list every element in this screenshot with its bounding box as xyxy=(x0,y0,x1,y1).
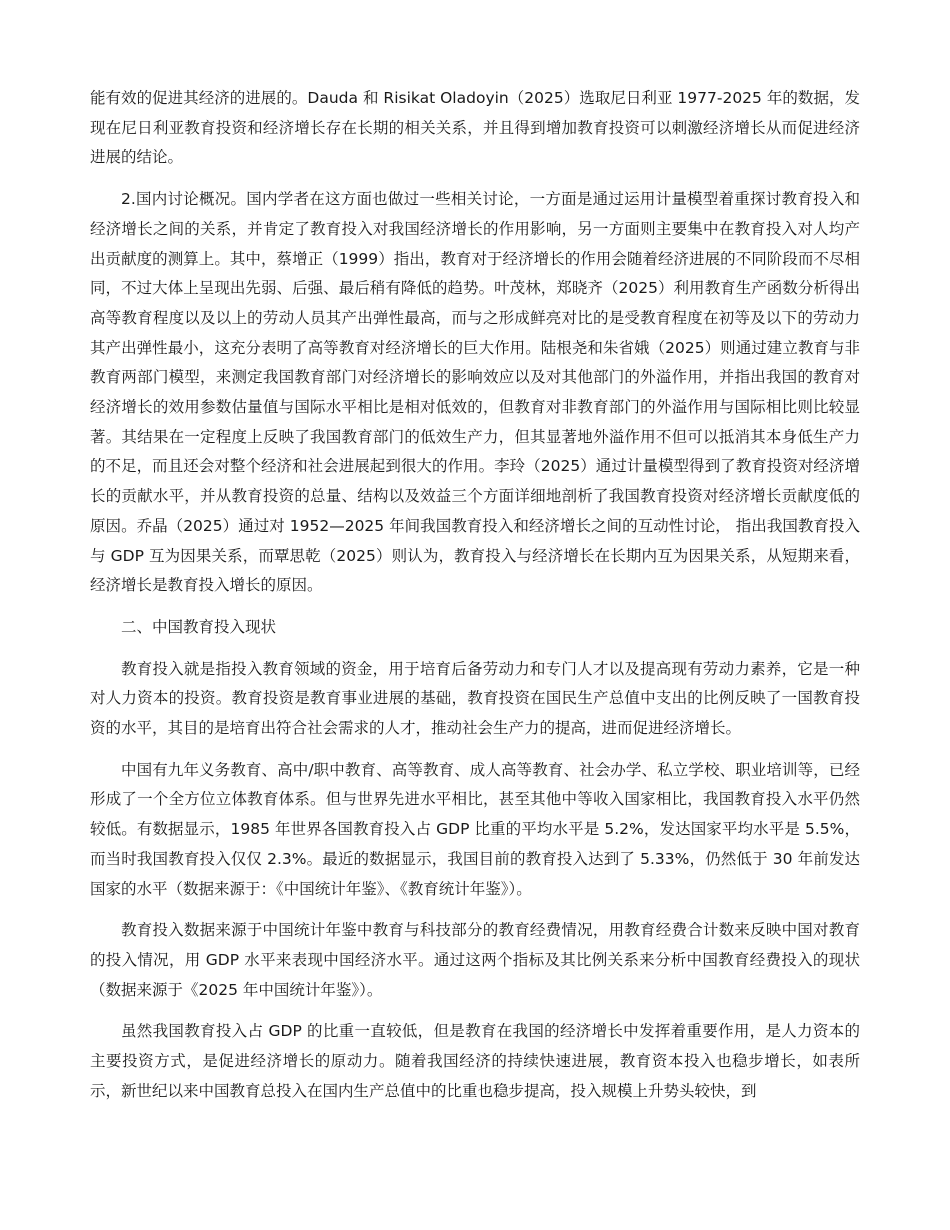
paragraph-data-source: 教育投入数据来源于中国统计年鉴中教育与科技部分的教育经费情况，用教育经费合计数来反映中国对教育的投入情况，用 GDP 水平来表现中国经济水平。通过这两个指标及其比例关系来分析中国教育经费投入的现状（数据来源于《2025 年中国统计年鉴》）。 xyxy=(90,921,860,999)
paragraph-continuation: 能有效的促进其经济的进展的。Dauda 和 Risikat Oladoyin（2025）选取尼日利亚 1977-2025 年的数据，发现在尼日利亚教育投资和经济增长存在长期的相关关系，并且得到增加教育投资可以刺激经济增长从而促进经济进展的结论。 xyxy=(90,89,860,167)
paragraph-education-system: 中国有九年义务教育、高中/职中教育、高等教育、成人高等教育、社会办学、私立学校、职业培训等，已经形成了一个全方位立体教育体系。但与世界先进水平相比，甚至其他中等收入国家相比，我国教育投入水平仍然较低。有数据显示，1985 年世界各国教育投入占 GDP 比重的平均水平是 5.2%，发达国家平均水平是 5.5%，而当时我国教育投入仅仅 2.3%。最近的数据显示，我国目前的教育投入达到了 5.33%，仍然低于 30 年前发达国家的水平（数据来源于：《中国统计年鉴》、《教育统计年鉴》）。 xyxy=(90,760,860,898)
paragraph-gdp-ratio: 虽然我国教育投入占 GDP 的比重一直较低，但是教育在我国的经济增长中发挥着重要作用，是人力资本的主要投资方式，是促进经济增长的原动力。随着我国经济的持续快速进展，教育资本投入也稳步增长，如表所示，新世纪以来中国教育总投入在国内生产总值中的比重也稳步提高，投入规模上升势头较快，到 xyxy=(90,1022,860,1100)
paragraph-education-investment-definition: 教育投入就是指投入教育领域的资金，用于培育后备劳动力和专门人才以及提高现有劳动力素养，它是一种对人力资本的投资。教育投资是教育事业进展的基础，教育投资在国民生产总值中支出的比例反映了一国教育投资的水平，其目的是培育出符合社会需求的人才，推动社会生产力的提高，进而促进经济增长。 xyxy=(90,659,860,738)
paragraph-domestic-research: 2.国内讨论概况。国内学者在这方面也做过一些相关讨论，一方面是通过运用计量模型着重探讨教育投入和经济增长之间的关系，并肯定了教育投入对我国经济增长的作用影响，另一方面则主要集中在教育投入对人均产出贡献度的测算上。其中，蔡增正（1999）指出，教育对于经济增长的作用会随着经济进展的不同阶段而不尽相同，不过大体上呈现出先弱、后强、最后稍有降低的趋势。叶茂林，郑晓齐（2025）利用教育生产函数分析得出高等教育程度以及以上的劳动人员其产出弹性最高，而与之形成鲜亮对比的是受教育程度在初等及以下的劳动力其产出弹性最小，这充分表明了高等教育对经济增长的巨大作用。陆根尧和朱省娥（2025）则通过建立教育与非教育两部门模型，来测定我国教育部门对经济增长的影响效应以及对其他部门的外溢作用，并指出我国的教育对经济增长的效用参数估量值与国际水平相比是相对低效的，但教育对非教育部门的外溢作用与国际相比则比较显著。其结果在一定程度上反映了我国教育部门的低效生产力，但其显著地外溢作用不但可以抵消其本身低生产力的不足，而且还会对整个经济和社会进展起到很大的作用。李玲（2025）通过计量模型得到了教育投资对经济增长的贡献水平，并从教育投资的总量、结构以及效益三个方面详细地剖析了我国教育投资对经济增长贡献度低的原因。乔晶（2025）通过对 1952—2025 年间我国教育投入和经济增长之间的互动性讨论， 指出我国教育投入与 GDP 互为因果关系，而覃思乾（2025）则认为，教育投入与经济增长在长期内互为因果关系，从短期来看，经济增长是教育投入增长的原因。 xyxy=(90,190,860,595)
section-heading: 二、中国教育投入现状 xyxy=(121,617,277,636)
document-page xyxy=(90,84,860,1119)
